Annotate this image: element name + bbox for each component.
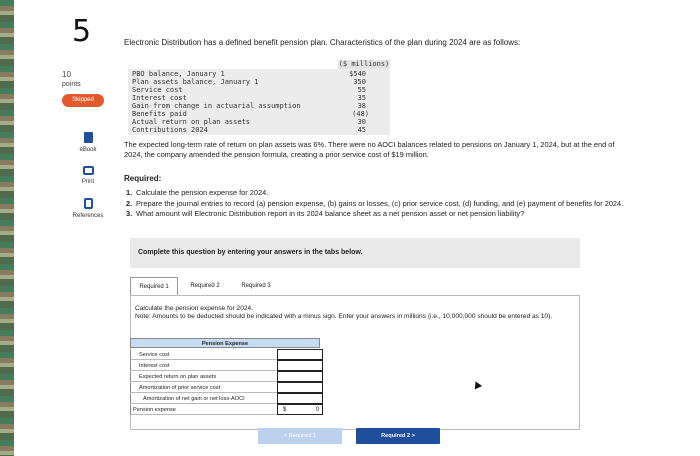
tab-required-2[interactable]: Required 2 <box>190 283 220 289</box>
print-label: Print <box>81 179 95 185</box>
tab-note-text: Note: Amounts to be deducted should be indicated with a minus sign. Enter your answers in millions (i.e., 10,000,000 should be entered as 10). <box>135 313 553 320</box>
table-row <box>130 372 320 382</box>
problem-paragraph: The expected long-term rate of return on plan assets was 6%. There were no AOCI balances related to pensions on January 1, 2024, but at the end of 2024, the company amended the pension formula, creating a prior service cost of $19 million. <box>124 140 615 159</box>
pension-total-value: 0 <box>316 407 320 413</box>
required-item <box>126 188 626 198</box>
row-value: (48) <box>352 110 369 118</box>
ebook-icon <box>84 132 93 143</box>
table-row <box>130 394 320 404</box>
table-row <box>130 361 320 371</box>
pension-table-header: Pension Expense <box>130 338 320 348</box>
table-row <box>128 86 390 94</box>
status-badge: Skipped <box>62 94 104 107</box>
row-label: PBO balance, January 1 <box>132 70 225 78</box>
table-row <box>128 70 390 78</box>
instruction-panel <box>130 238 580 268</box>
points-value: 10 <box>62 70 71 79</box>
table-row <box>128 126 390 134</box>
row-label: Contributions 2024 <box>132 126 208 134</box>
required-item-text: What amount will Electronic Distribution report in its 2024 balance sheet as a net pension asset or net pension liability? <box>136 209 525 219</box>
table-row <box>128 118 390 126</box>
table-row <box>130 405 320 415</box>
row-label: Interest cost <box>132 94 187 102</box>
references-label: References <box>72 213 104 219</box>
service-cost-input[interactable] <box>277 349 323 360</box>
ebook-button[interactable] <box>64 132 112 153</box>
row-label: Plan assets balance, January 1 <box>132 78 259 86</box>
references-icon <box>84 198 93 209</box>
table-row <box>130 350 320 360</box>
required-list <box>126 188 626 220</box>
prev-button[interactable]: < Required 1 <box>258 428 342 444</box>
pension-row-label: Expected return on plan assets <box>139 374 217 380</box>
ebook-label: eBook <box>79 147 97 153</box>
required-item-text: Calculate the pension expense for 2024. <box>136 188 269 197</box>
required-item <box>126 209 626 219</box>
tab-required-3[interactable]: Required 3 <box>241 283 271 289</box>
pension-row-label: Amortization of net gain or net loss-AOCI <box>143 396 245 402</box>
table-row <box>128 78 390 86</box>
problem-intro: Electronic Distribution has a defined benefit pension plan. Characteristics of the plan during 2024 are as follows: <box>124 38 521 47</box>
table-row <box>128 102 390 110</box>
print-button[interactable] <box>64 166 112 185</box>
table-row <box>128 94 390 102</box>
print-icon <box>83 166 94 175</box>
row-value: 45 <box>357 126 366 134</box>
tab-required-1[interactable]: Required 1 <box>130 277 178 295</box>
pension-row-label: Amortization of prior service cost <box>139 385 221 391</box>
row-value: $540 <box>349 70 366 78</box>
left-decorative-strip <box>0 0 14 456</box>
points-label: points <box>62 81 81 88</box>
tab-instructions <box>135 305 575 321</box>
required-item-number: 1. <box>126 188 133 197</box>
table-row <box>130 383 320 393</box>
interest-cost-input[interactable] <box>277 360 323 371</box>
references-button[interactable] <box>64 198 112 219</box>
pension-row-label: Interest cost <box>139 363 170 369</box>
table-header: ($ millions) <box>338 60 390 68</box>
required-item-number: 3. <box>126 209 133 219</box>
amortization-aoci-input[interactable] <box>277 393 323 404</box>
required-item <box>126 199 626 209</box>
row-value: 350 <box>353 78 366 86</box>
tab-instruction-text: Calculate the pension expense for 2024. <box>135 305 254 312</box>
row-value: 38 <box>357 102 366 110</box>
pension-total-label: Pension expense <box>133 407 176 413</box>
row-label: Service cost <box>132 86 183 94</box>
required-item-number: 2. <box>126 198 133 208</box>
row-label: Gain from change in actuarial assumption <box>132 102 301 110</box>
table-row <box>128 110 390 118</box>
row-value: 30 <box>357 118 366 126</box>
amortization-psc-input[interactable] <box>277 382 323 393</box>
pension-row-label: Service cost <box>139 352 170 358</box>
required-title: Required: <box>124 174 162 183</box>
question-number: 5 <box>72 14 92 49</box>
next-button[interactable]: Required 2 > <box>356 428 440 444</box>
row-value: 55 <box>357 86 366 94</box>
row-label: Benefits paid <box>132 110 187 118</box>
required-item-text: Prepare the journal entries to record (a) pension expense, (b) gains or losses, (c) prior service cost, (d) funding, and (e) payment of benefits for 2024. <box>136 198 624 208</box>
instruction-text: Complete this question by entering your answers in the tabs below. <box>138 249 363 256</box>
points-display <box>62 70 81 90</box>
row-value: 35 <box>357 94 366 102</box>
expected-return-input[interactable] <box>277 371 323 382</box>
currency-symbol: $ <box>283 407 287 413</box>
row-label: Actual return on plan assets <box>132 118 251 126</box>
